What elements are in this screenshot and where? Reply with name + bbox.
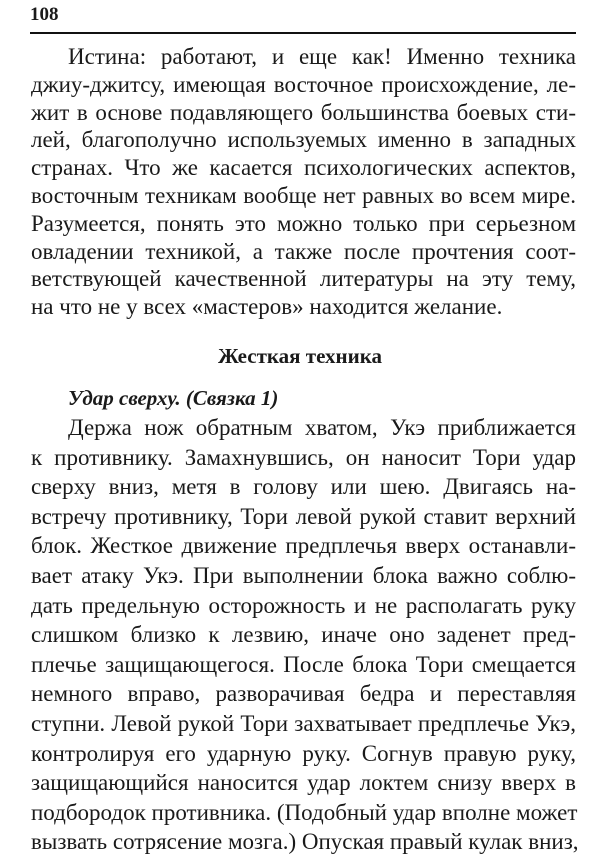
subheading: Удар сверху. (Связка 1) <box>68 386 279 410</box>
text-line: овладении техникой, а также после прочтения соот- <box>31 238 576 264</box>
text-line: контролируя его ударную руку. Согнув правую руку, <box>31 740 576 766</box>
text-line: ступни. Левой рукой Тори захватывает предплечье Укэ, <box>31 711 576 736</box>
text-line: жит в основе подавляющего большинства боевых сти- <box>31 99 576 125</box>
text-line: вает атаку Укэ. При выполнении блока важно соблю- <box>31 563 576 588</box>
text-line: подбородок противника. (Подобный удар вполне может <box>31 799 578 825</box>
text-line: Разумеется, понять это можно только при серьезном <box>31 210 576 236</box>
text-line: сверху вниз, метя в голову или шею. Двигаясь на- <box>31 474 576 500</box>
text-line: к противнику. Замахнувшись, он наносит Тори удар <box>31 444 576 470</box>
text-line: плечье защищающегося. После блока Тори смещается <box>31 651 576 677</box>
text-line: встречу противнику, Тори левой рукой ставит верхний <box>31 503 576 529</box>
text-line: ветствующей качественной литературы на эту тему, <box>31 266 576 292</box>
text-line: защищающийся наносится удар локтем снизу вверх в <box>31 770 576 796</box>
header-rule <box>30 32 576 34</box>
text-line: лей, благополучно используемых именно в западных <box>31 127 576 153</box>
page-number: 108 <box>30 4 59 25</box>
section-heading: Жесткая техника <box>217 344 382 368</box>
text-line: Истина: работают, и еще как! Именно техника <box>68 44 576 69</box>
text-line: слишком близко к лезвию, иначе оно заденет пред- <box>31 622 576 648</box>
text-line: джиу-джитсу, имеющая восточное происхождение, ле- <box>31 71 576 97</box>
text-line: странах. Что же касается психологических аспектов, <box>31 155 576 181</box>
text-line: вызвать сотрясение мозга.) Опуская правый кулак вниз, <box>31 829 579 855</box>
text-line: Держа нож обратным хватом, Укэ приближается <box>68 415 576 440</box>
text-line: дать предельную осторожность и не располагать руку <box>31 592 576 618</box>
text-line: восточным техникам вообще нет равных во всем мире. <box>31 183 576 208</box>
text-line: немного вправо, разворачивая бедра и переставляя <box>31 681 576 707</box>
text-line: на что не у всех «мастеров» находится желание. <box>31 294 503 320</box>
text-line: блок. Жесткое движение предплечья вверх останавли- <box>31 533 576 559</box>
